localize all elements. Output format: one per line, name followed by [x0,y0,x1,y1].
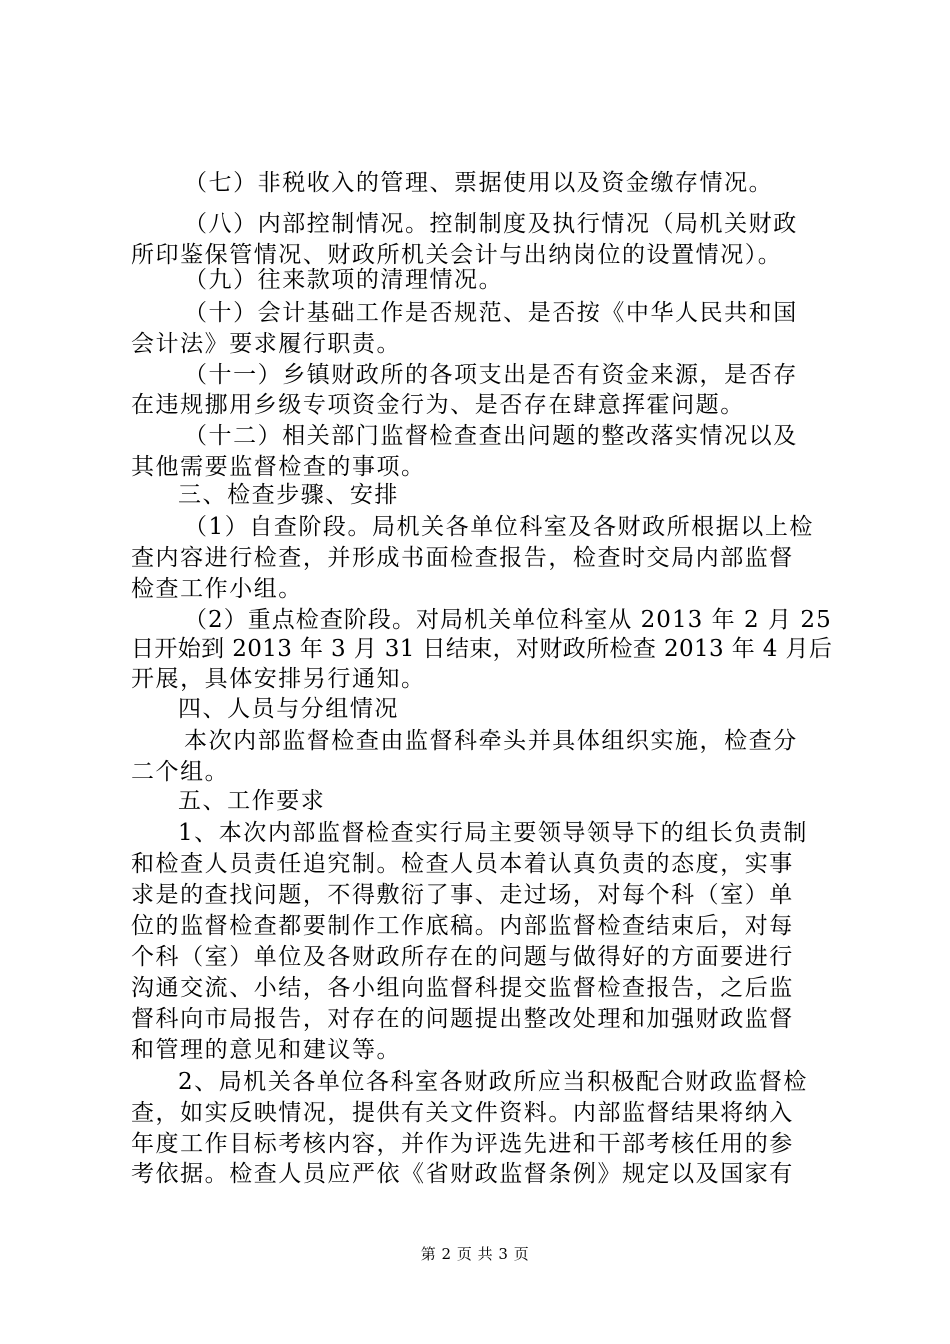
text-line: 个科（室）单位及各财政所存在的问题与做得好的方面要进行 [131,944,794,970]
text-line: 查，如实反映情况，提供有关文件资料。内部监督结果将纳入 [131,1100,794,1126]
text-line: （十）会计基础工作是否规范、是否按《中华人民共和国 [184,300,798,326]
section-heading: 五、工作要求 [178,788,326,814]
text-line: 会计法》要求履行职责。 [131,331,402,357]
text-line: （九）往来款项的清理情况。 [184,267,504,293]
text-line: 沟通交流、小结，各小组向监督科提交监督检查报告，之后监 [131,975,794,1001]
text-line: 1、本次内部监督检查实行局主要领导领导下的组长负责制 [178,820,808,846]
text-line: （十一）乡镇财政所的各项支出是否有资金来源，是否存 [184,362,798,388]
section-heading: 四、人员与分组情况 [178,696,399,722]
text-line: 检查工作小组。 [131,576,303,602]
text-line: （八）内部控制情况。控制制度及执行情况（局机关财政 [184,211,798,237]
text-line: 日开始到 2013 年 3 月 31 日结束，对财政所检查 2013 年 4 月后 [131,636,833,662]
text-line: 考依据。检查人员应严依《省财政监督条例》规定以及国家有 [131,1161,794,1187]
section-heading: 三、检查步骤、安排 [178,482,399,508]
text-line: 求是的查找问题，不得敷衍了事、走过场，对每个科（室）单 [131,882,794,908]
text-line: 位的监督检查都要制作工作底稿。内部监督检查结束后，对每 [131,913,794,939]
text-line: 所印鉴保管情况、财政所机关会计与出纳岗位的设置情况）。 [131,242,783,268]
text-line: 2、局机关各单位各科室各财政所应当积极配合财政监督检 [178,1069,808,1095]
text-line: 和检查人员责任追究制。检查人员本着认真负责的态度，实事 [131,851,794,877]
text-line: （七）非税收入的管理、票据使用以及资金缴存情况。 [184,170,774,196]
text-line: （1）自查阶段。局机关各单位科室及各财政所根据以上检 [184,514,814,540]
text-line: （十二）相关部门监督检查查出问题的整改落实情况以及 [184,423,798,449]
text-line: 督科向市局报告，对存在的问题提出整改处理和加强财政监督 [131,1006,794,1032]
page-number-footer: 第 2 页 共 3 页 [420,1245,530,1263]
text-line: 本次内部监督检查由监督科牵头并具体组织实施，检查分 [184,728,798,754]
text-line: 年度工作目标考核内容，并作为评选先进和干部考核任用的参 [131,1131,794,1157]
text-line: 开展，具体安排另行通知。 [131,666,426,692]
text-line: 和管理的意见和建议等。 [131,1037,402,1063]
text-line: （2）重点检查阶段。对局机关单位科室从 2013 年 2 月 25 [184,607,832,633]
text-line: 其他需要监督检查的事项。 [131,454,426,480]
text-line: 在违规挪用乡级专项资金行为、是否存在肆意挥霍问题。 [131,392,745,418]
text-line: 二个组。 [131,759,230,785]
text-line: 查内容进行检查，并形成书面检查报告，检查时交局内部监督 [131,545,794,571]
